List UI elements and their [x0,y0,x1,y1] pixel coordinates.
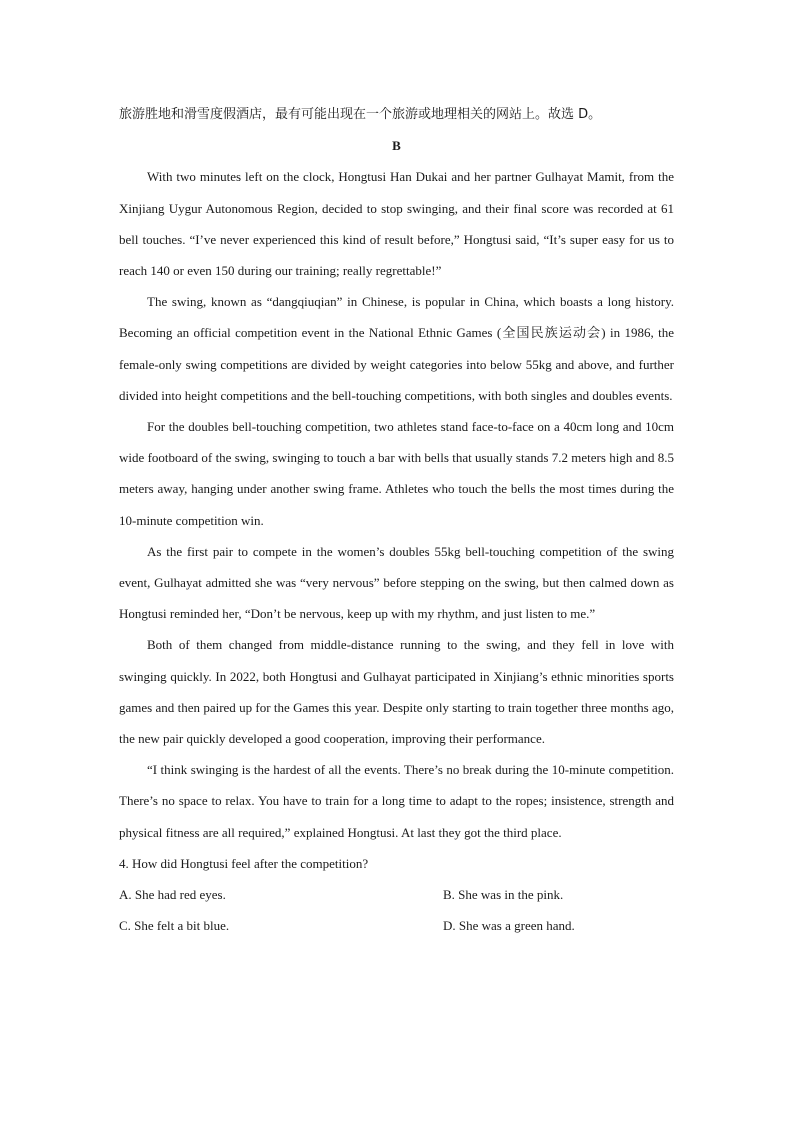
paragraph-4: As the first pair to compete in the women’s doubles 55kg bell-touching competition of the swing event, Gulhayat admitted she was “very nervous” before stepping on the swing, but then calmed down as Hongtusi reminded her, “Don’t be nervous, keep up with my rhythm, and just listen to me.” [119,543,674,622]
option-c: C. She felt a bit blue. [119,918,230,934]
passage [119,161,674,847]
paragraph-1: With two minutes left on the clock, Hongtusi Han Dukai and her partner Gulhayat Mamit, from the Xinjiang Uygur Autonomous Region, decided to stop swinging, and their final score was recorded at 61 bell touches. “I’ve never experienced this kind of result before,” Hongtusi said, “It’s super easy for us to reach 140 or even 150 during our training; really regrettable!” [119,169,674,279]
intro-line: 旅游胜地和滑雪度假酒店，最有可能出现在一个旅游或地理相关的网站上。故选 D。 [119,107,602,122]
paragraph-3: For the doubles bell-touching competition, two athletes stand face-to-face on a 40cm long and 10cm wide footboard of the swing, swinging to touch a bar with bells that usually stands 7.2 meters high and 8.5 meters away, hanging under another swing frame. Athletes who touch the bells the most times during the 10-minute competition win. [119,419,674,528]
paragraph-6: “I think swinging is the hardest of all the events. There’s no break during the 10-minute competition. There’s no space to relax. You have to train for a long time to adapt to the ropes; insistence, strength and physical fitness are all required,” explained Hongtusi. At last they got the third place. [119,762,674,840]
section-heading: B [392,138,401,154]
document-page [119,99,674,941]
option-a: A. She had red eyes. [119,887,226,903]
option-d: D. She was a green hand. [443,918,575,934]
option-b: B. She was in the pink. [443,887,564,903]
question-text: 4. How did Hongtusi feel after the competition? [119,855,369,871]
paragraph-2: The swing, known as “dangqiuqian” in Chinese, is popular in China, which boasts a long history. Becoming an official competition event in the National Ethnic Games (全国民族运动会) in 1986, the female-only swing competitions are divided by weight categories into below 55kg and above, and further divided into height competitions and the bell-touching competitions, with both singles and doubles events. [119,294,674,403]
answer-options [119,879,674,941]
paragraph-5: Both of them changed from middle-distance running to the swing, and they fell in love with swinging quickly. In 2022, both Hongtusi and Gulhayat participated in Xinjiang’s ethnic minorities sports games and then paired up for the Games this year. Despite only starting to train together three months ago, the new pair quickly developed a good cooperation, improving their performance. [119,637,674,747]
